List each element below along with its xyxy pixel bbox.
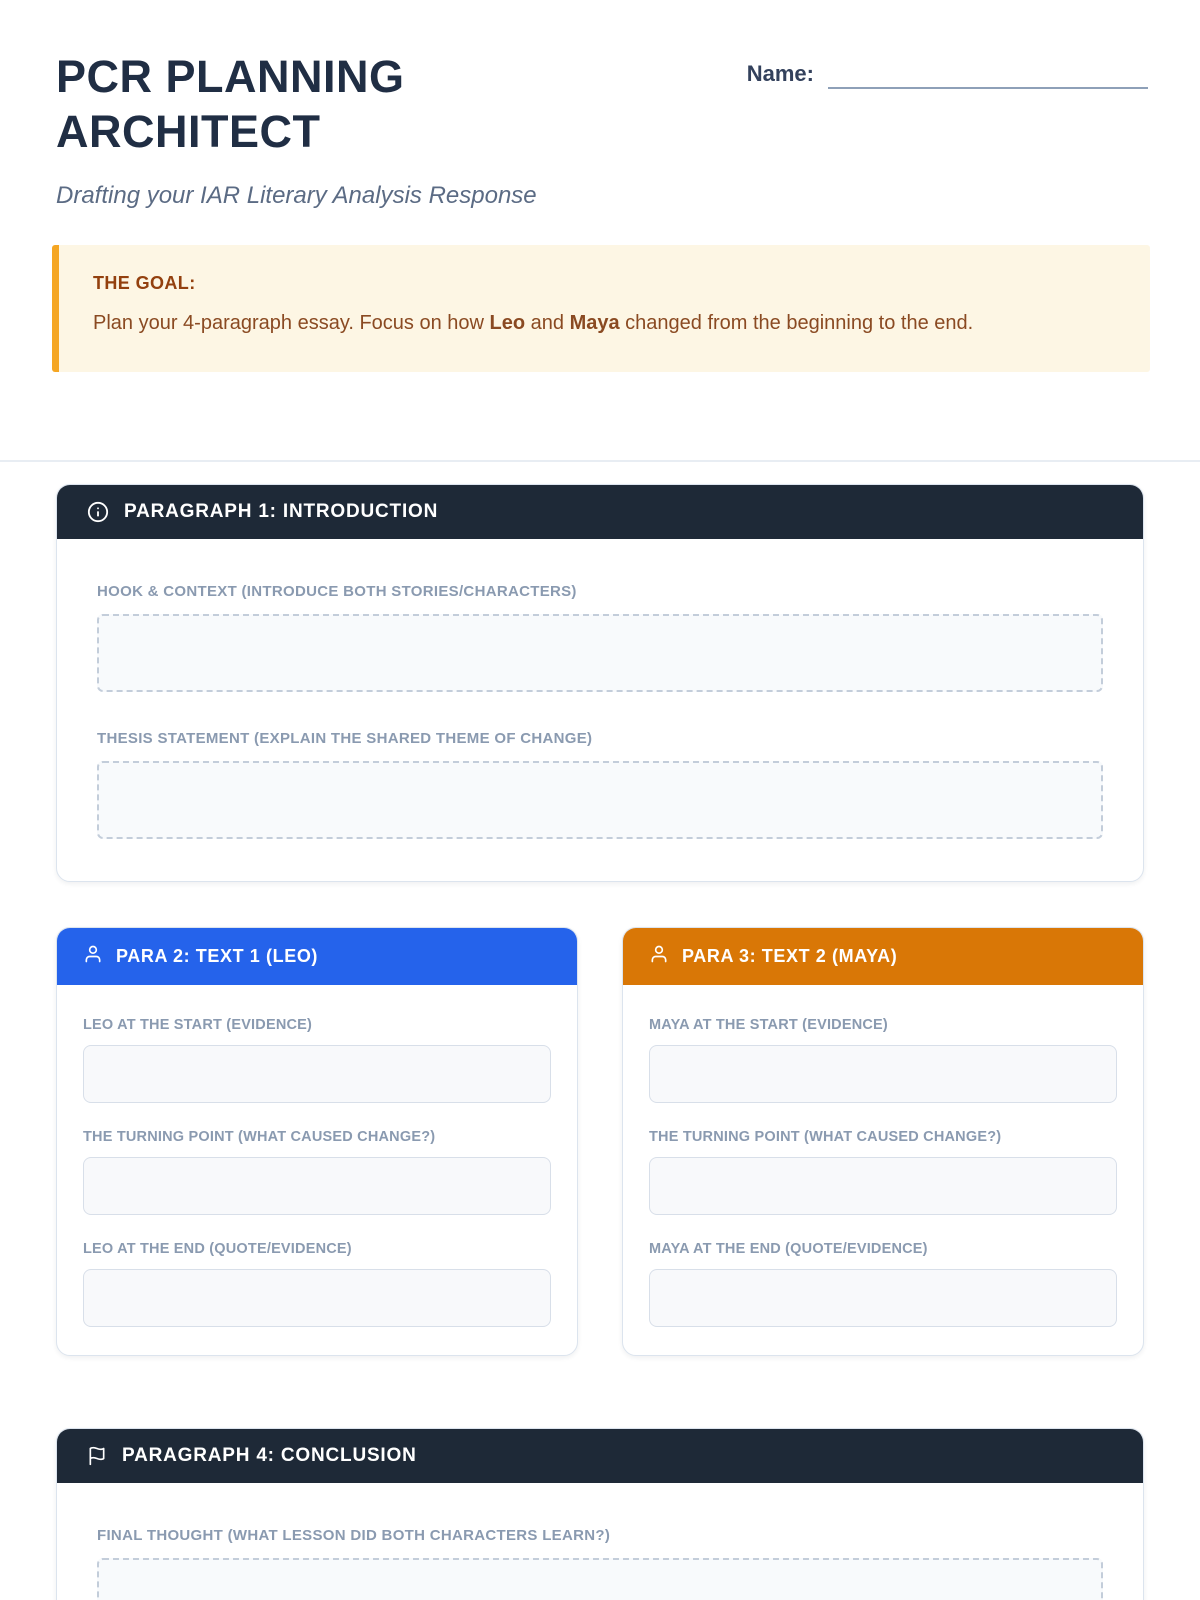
paragraph-3-title: PARA 3: TEXT 2 (MAYA) bbox=[682, 945, 898, 966]
page-title: PCR PLANNING ARCHITECT bbox=[56, 51, 405, 157]
body-paragraph-columns bbox=[56, 927, 1144, 1356]
paragraph-3-body bbox=[623, 985, 1143, 1355]
paragraph-3-header bbox=[623, 928, 1143, 985]
name-input[interactable] bbox=[828, 56, 1148, 89]
goal-text-before: Plan your 4-paragraph essay. Focus on how bbox=[93, 311, 490, 334]
paragraph-4-title: PARAGRAPH 4: CONCLUSION bbox=[122, 1444, 417, 1466]
final-thought-input[interactable] bbox=[97, 1558, 1103, 1600]
paragraph-4-body bbox=[57, 1483, 1143, 1600]
goal-character-1: Leo bbox=[489, 311, 526, 334]
document-header bbox=[0, 0, 1200, 210]
paragraph-1-body bbox=[57, 539, 1143, 881]
maya-start-label: MAYA AT THE START (EVIDENCE) bbox=[649, 1016, 888, 1033]
paragraph-1-header bbox=[57, 485, 1143, 539]
paragraph-4-card bbox=[56, 1428, 1144, 1600]
paragraph-2-body bbox=[57, 985, 577, 1355]
name-field-row bbox=[747, 56, 1148, 89]
paragraph-4-header bbox=[57, 1429, 1143, 1483]
leo-start-input[interactable] bbox=[83, 1045, 551, 1103]
goal-character-2: Maya bbox=[569, 311, 620, 334]
thesis-input[interactable] bbox=[97, 761, 1103, 839]
goal-text bbox=[93, 304, 1116, 342]
hook-context-input[interactable] bbox=[97, 614, 1103, 692]
leo-end-label: LEO AT THE END (QUOTE/EVIDENCE) bbox=[83, 1240, 352, 1257]
leo-start-label: LEO AT THE START (EVIDENCE) bbox=[83, 1016, 313, 1033]
hook-context-label: HOOK & CONTEXT (INTRODUCE BOTH STORIES/CHARACTERS) bbox=[97, 582, 577, 600]
paragraph-3-card bbox=[622, 927, 1144, 1356]
goal-heading: THE GOAL: bbox=[93, 272, 196, 293]
paragraph-1-title: PARAGRAPH 1: INTRODUCTION bbox=[124, 500, 439, 522]
goal-text-middle: and bbox=[525, 311, 570, 334]
leo-end-input[interactable] bbox=[83, 1269, 551, 1327]
thesis-label: THESIS STATEMENT (EXPLAIN THE SHARED THEME OF CHANGE) bbox=[97, 729, 593, 747]
goal-text-after: changed from the beginning to the end. bbox=[619, 311, 974, 334]
leo-turning-point-label: THE TURNING POINT (WHAT CAUSED CHANGE?) bbox=[83, 1128, 436, 1145]
flag-icon bbox=[87, 1446, 107, 1466]
paragraph-2-card bbox=[56, 927, 578, 1356]
maya-end-label: MAYA AT THE END (QUOTE/EVIDENCE) bbox=[649, 1240, 928, 1257]
section-divider bbox=[0, 460, 1200, 462]
paragraph-2-title: PARA 2: TEXT 1 (LEO) bbox=[116, 945, 319, 966]
info-icon bbox=[87, 501, 109, 523]
final-thought-label: FINAL THOUGHT (WHAT LESSON DID BOTH CHARACTERS LEARN?) bbox=[97, 1526, 611, 1544]
maya-start-input[interactable] bbox=[649, 1045, 1117, 1103]
name-label: Name: bbox=[746, 61, 814, 86]
maya-end-input[interactable] bbox=[649, 1269, 1117, 1327]
page-subtitle: Drafting your IAR Literary Analysis Response bbox=[56, 181, 537, 209]
leo-turning-point-input[interactable] bbox=[83, 1157, 551, 1215]
paragraph-1-card bbox=[56, 484, 1144, 882]
person-icon bbox=[83, 944, 103, 969]
paragraph-2-header bbox=[57, 928, 577, 985]
maya-turning-point-label: THE TURNING POINT (WHAT CAUSED CHANGE?) bbox=[649, 1128, 1002, 1145]
goal-callout bbox=[52, 245, 1150, 372]
person-icon bbox=[649, 944, 669, 969]
maya-turning-point-input[interactable] bbox=[649, 1157, 1117, 1215]
